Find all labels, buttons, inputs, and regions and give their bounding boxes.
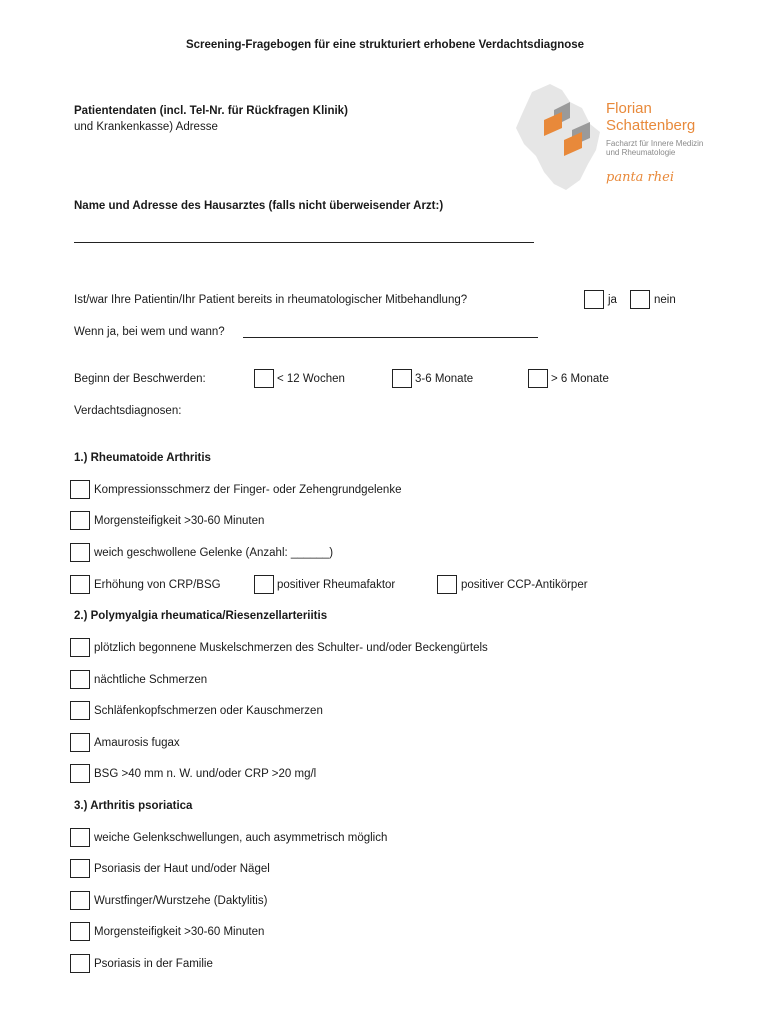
psa-item-2-label: Psoriasis der Haut und/oder Nägel [94,863,270,875]
onset-lt12w-label: < 12 Wochen [277,373,345,385]
pmr-item-3-checkbox[interactable] [70,701,90,720]
ra-ccp-checkbox[interactable] [437,575,457,594]
ra-crp-bsg-checkbox[interactable] [70,575,90,594]
logo-subtitle-1: Facharzt für Innere Medizin [606,139,704,148]
psa-item-5-checkbox[interactable] [70,954,90,973]
cotreatment-followup-label: Wenn ja, bei wem und wann? [74,326,225,338]
psa-item-4-checkbox[interactable] [70,922,90,941]
patient-data-label: Patientendaten (incl. Tel-Nr. für Rückfragen Klinik) [74,105,348,117]
section-pmr-heading: 2.) Polymyalgia rheumatica/Riesenzellarteriitis [74,610,328,622]
page-title: Screening-Fragebogen für eine strukturiert erhobene Verdachtsdiagnose [185,39,585,51]
pmr-item-3-label: Schläfenkopfschmerzen oder Kauschmerzen [94,705,323,717]
cotreatment-yes-label: ja [608,294,617,306]
ra-item-2-checkbox[interactable] [70,511,90,530]
suspected-diagnoses-label: Verdachtsdiagnosen: [74,405,182,417]
pmr-item-4-checkbox[interactable] [70,733,90,752]
cotreatment-followup-line[interactable] [243,337,538,338]
psa-item-3-checkbox[interactable] [70,891,90,910]
section-psa-heading: 3.) Arthritis psoriatica [74,800,193,812]
logo-name-last: Schattenberg [606,117,696,134]
psa-item-3-label: Wurstfinger/Wurstzehe (Daktylitis) [94,895,268,907]
onset-gt6m-label: > 6 Monate [551,373,609,385]
psa-item-1-checkbox[interactable] [70,828,90,847]
psa-item-2-checkbox[interactable] [70,859,90,878]
onset-3-6m-checkbox[interactable] [392,369,412,388]
ra-item-1-checkbox[interactable] [70,480,90,499]
cotreatment-no-label: nein [654,294,676,306]
logo-signature: panta rhei [606,170,674,185]
cotreatment-yes-checkbox[interactable] [584,290,604,309]
gp-input-line[interactable] [74,242,534,243]
ra-item-1-label: Kompressionsschmerz der Finger- oder Zehengrundgelenke [94,484,402,496]
ra-rheumafactor-checkbox[interactable] [254,575,274,594]
onset-lt12w-checkbox[interactable] [254,369,274,388]
pmr-item-5-label: BSG >40 mm n. W. und/oder CRP >20 mg/l [94,768,317,780]
pmr-item-1-checkbox[interactable] [70,638,90,657]
ra-rheumafactor-label: positiver Rheumafaktor [277,579,396,591]
onset-label: Beginn der Beschwerden: [74,373,206,385]
ra-crp-bsg-label: Erhöhung von CRP/BSG [94,579,221,591]
ra-item-3-label: weich geschwollene Gelenke (Anzahl: ______) [94,547,334,559]
psa-item-4-label: Morgensteifigkeit >30-60 Minuten [94,926,265,938]
patient-data-label-rest: und Krankenkasse) Adresse [74,121,218,133]
section-ra-heading: 1.) Rheumatoide Arthritis [74,452,211,464]
logo-subtitle-2: und Rheumatologie [606,148,676,157]
cotreatment-question: Ist/war Ihre Patientin/Ihr Patient bereits in rheumatologischer Mitbehandlung? [74,294,468,306]
onset-gt6m-checkbox[interactable] [528,369,548,388]
pmr-item-2-checkbox[interactable] [70,670,90,689]
ra-item-2-label: Morgensteifigkeit >30-60 Minuten [94,515,265,527]
psa-item-5-label: Psoriasis in der Familie [94,958,213,970]
pmr-item-4-label: Amaurosis fugax [94,737,180,749]
pmr-item-2-label: nächtliche Schmerzen [94,674,208,686]
psa-item-1-label: weiche Gelenkschwellungen, auch asymmetrisch möglich [94,832,388,844]
pmr-item-5-checkbox[interactable] [70,764,90,783]
onset-3-6m-label: 3-6 Monate [415,373,474,385]
ra-item-3-checkbox[interactable] [70,543,90,562]
logo-name-first: Florian [606,100,652,117]
ra-ccp-label: positiver CCP-Antikörper [461,579,588,591]
pmr-item-1-label: plötzlich begonnene Muskelschmerzen des Schulter- und/oder Beckengürtels [94,642,488,654]
cotreatment-no-checkbox[interactable] [630,290,650,309]
gp-label: Name und Adresse des Hausarztes (falls nicht überweisender Arzt:) [74,200,444,212]
